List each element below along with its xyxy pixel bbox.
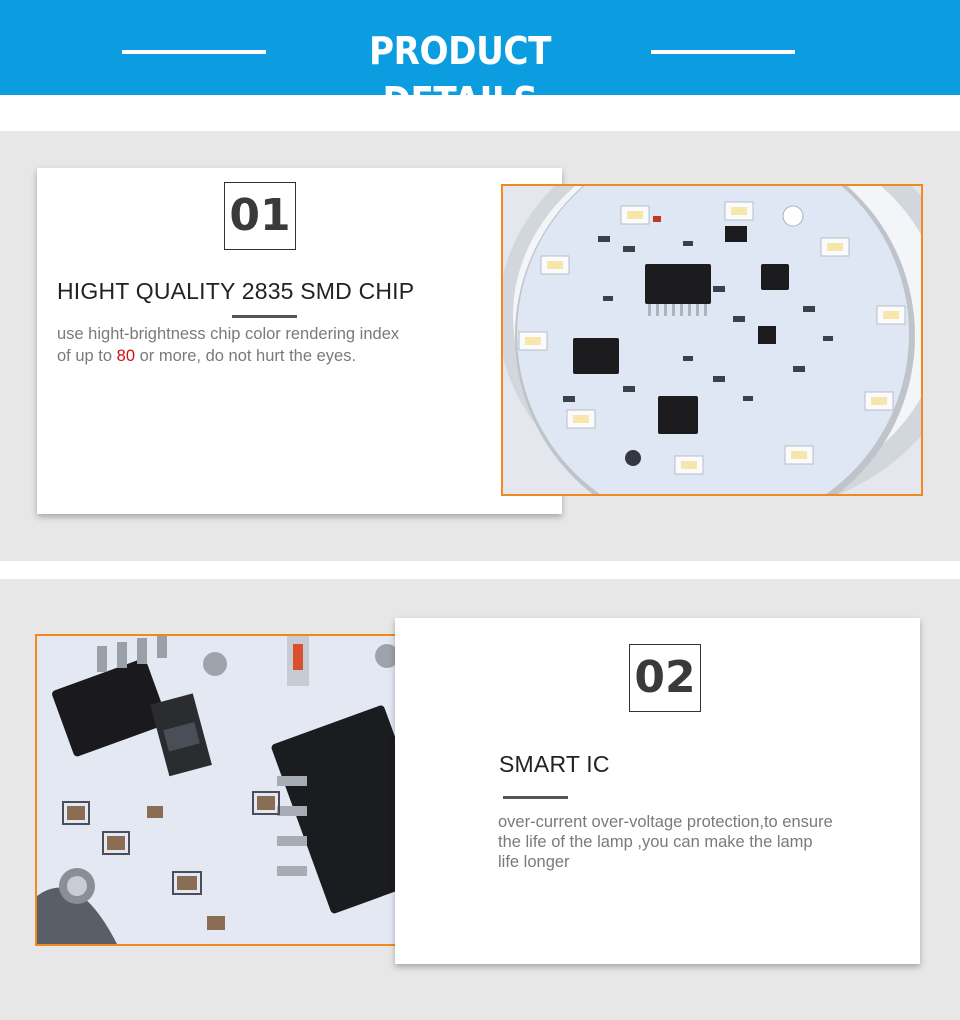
feature-desc-1-part3: or more, do not hurt the eyes. <box>135 347 357 365</box>
banner-line-left <box>122 50 266 54</box>
feature-divider-1 <box>232 315 297 318</box>
feature-number-1: 01 <box>224 182 296 250</box>
feature-card-1 <box>37 168 562 514</box>
header-banner <box>0 0 960 123</box>
feature-desc-2-line1: over-current over-voltage protection,to ensure <box>498 813 833 831</box>
feature-heading-1: HIGHT QUALITY 2835 SMD CHIP <box>57 278 415 304</box>
feature-desc-2-line3: life longer <box>498 853 570 871</box>
led-board-image <box>503 186 921 494</box>
feature-description-1 <box>57 323 477 367</box>
feature-desc-2-line2: the life of the lamp ,you can make the lamp <box>498 833 813 851</box>
ic-closeup-photo <box>35 634 457 946</box>
banner-title: PRODUCT DETAILS <box>369 29 551 123</box>
feature-number-2: 02 <box>629 644 701 712</box>
led-board-photo <box>501 184 923 496</box>
feature-heading-2: SMART IC <box>499 751 610 777</box>
feature-section-1 <box>0 131 960 561</box>
feature-section-2 <box>0 579 960 1020</box>
ic-closeup-image <box>37 636 455 944</box>
banner-line-right <box>651 50 795 54</box>
feature-description-2 <box>498 812 898 872</box>
feature-desc-1-highlight: 80 <box>116 347 135 365</box>
feature-desc-1-part1: use hight-brightness chip color rendering index <box>57 325 400 343</box>
feature-divider-2 <box>503 796 568 799</box>
feature-desc-1-part2: of up to <box>57 347 117 365</box>
feature-card-2 <box>395 618 920 964</box>
